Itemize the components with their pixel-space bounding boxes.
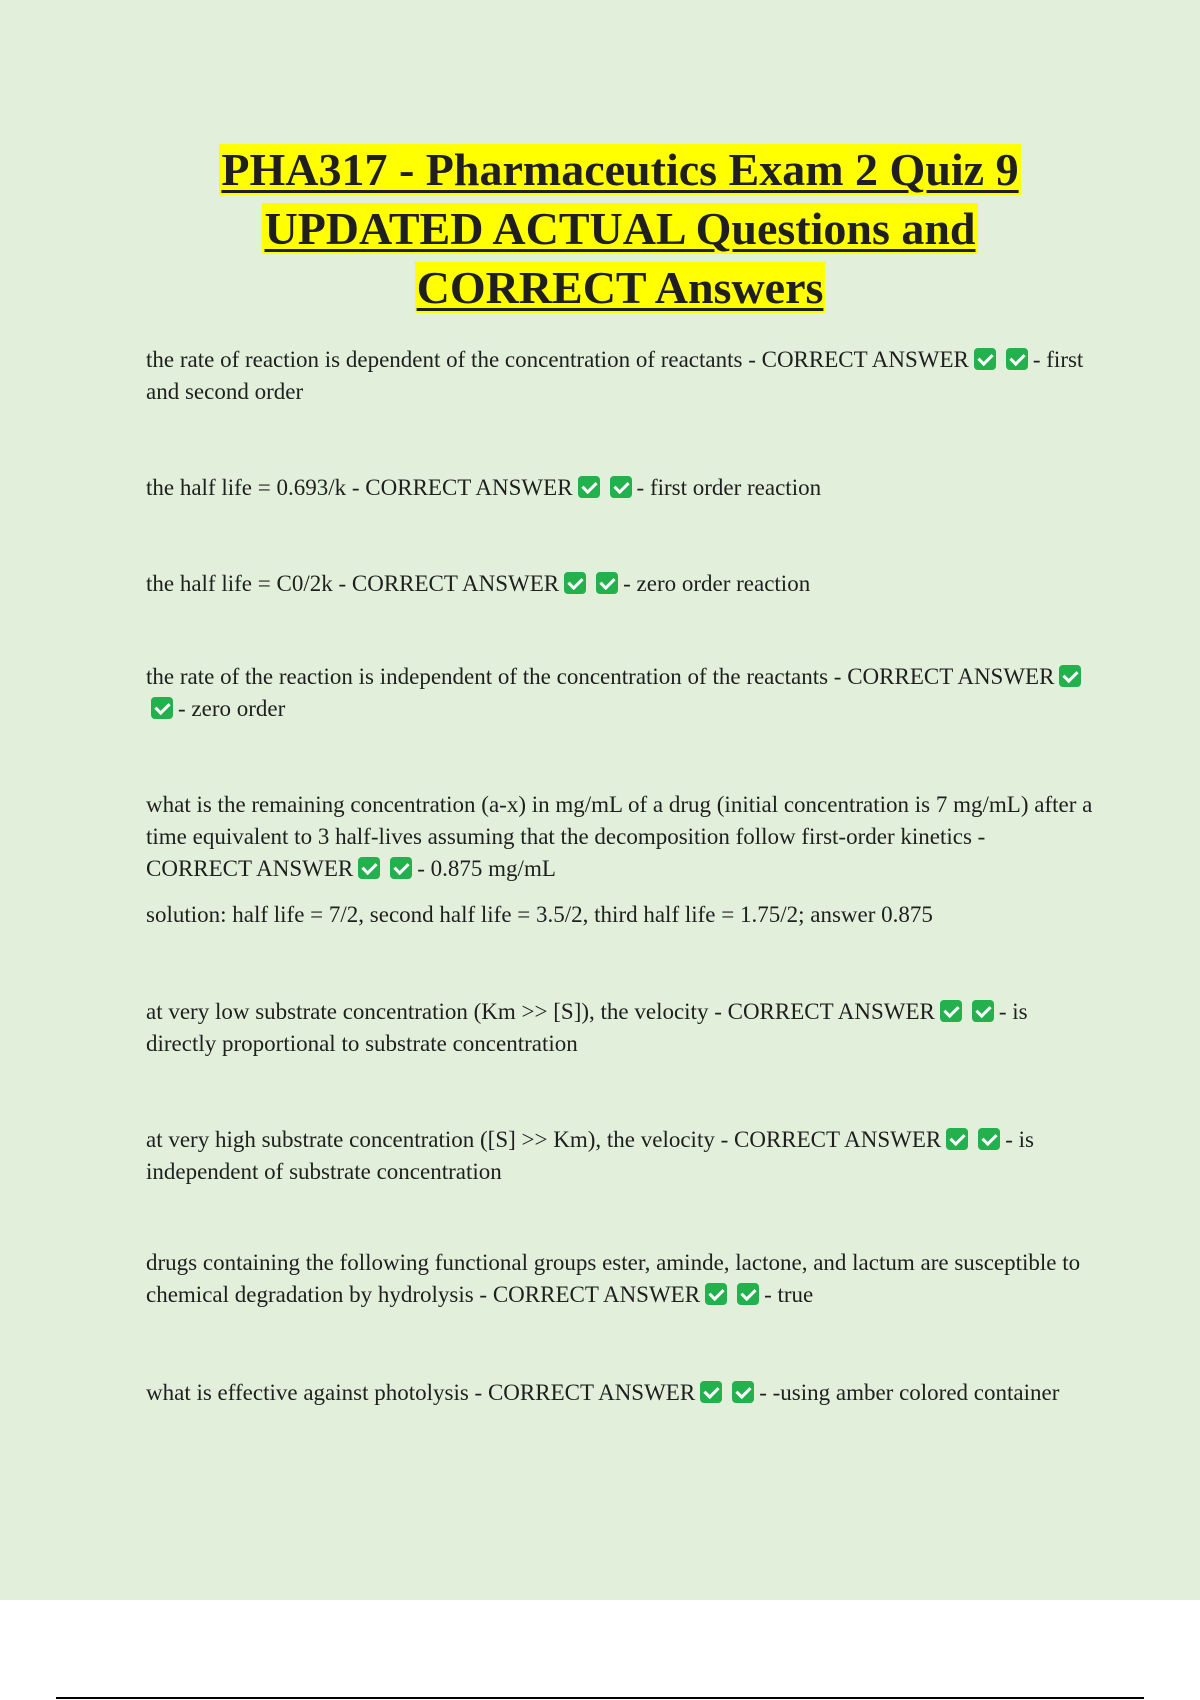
title-line-1: PHA317 - Pharmaceutics Exam 2 Quiz 9 — [221, 144, 1019, 195]
checkmark-icon — [596, 572, 618, 594]
document-title — [120, 140, 1120, 317]
qa-item-4 — [146, 661, 1096, 725]
answer-text: - 0.875 mg/mL — [417, 856, 556, 881]
qa-item-5 — [146, 789, 1096, 885]
correct-answer-label: CORRECT ANSWER — [146, 856, 354, 881]
qa-item-8 — [146, 1247, 1096, 1311]
correct-answer-label: CORRECT ANSWER — [727, 999, 935, 1024]
qa-item-2 — [146, 472, 1096, 504]
correct-answer-label: CORRECT ANSWER — [351, 571, 560, 596]
checkmark-icon — [578, 476, 600, 498]
answer-text: - first and second order — [146, 347, 1084, 404]
checkmark-icon — [700, 1381, 722, 1403]
question-text: the half life = 0.693/k - — [146, 475, 366, 500]
qa-item-9 — [146, 1377, 1096, 1409]
checkmark-icon — [390, 857, 412, 879]
title-line-2: UPDATED ACTUAL Questions and — [264, 203, 976, 254]
checkmark-icon — [974, 348, 996, 370]
checkmark-icon — [732, 1381, 754, 1403]
checkmark-icon — [946, 1128, 968, 1150]
qa-item-1 — [146, 344, 1096, 408]
checkmark-icon — [358, 857, 380, 879]
correct-answer-label: CORRECT ANSWER — [847, 664, 1055, 689]
checkmark-icon — [737, 1283, 759, 1305]
footer-divider — [56, 1697, 1144, 1699]
answer-text: - zero order — [178, 696, 286, 721]
answer-text: - is independent of substrate concentration — [146, 1127, 1034, 1184]
answer-text: - zero order reaction — [623, 571, 811, 596]
checkmark-icon — [978, 1128, 1000, 1150]
checkmark-icon — [610, 476, 632, 498]
answer-text: - true — [764, 1282, 814, 1307]
question-text: drugs containing the following functional groups ester, aminde, lactone, and lactum are susceptible to chemical degradation by hydrolysis - — [146, 1250, 1081, 1307]
correct-answer-label: CORRECT ANSWER — [492, 1282, 701, 1307]
title-line-3: CORRECT Answers — [416, 262, 824, 313]
question-text: the rate of the reaction is independent of the concentration of the reactants - — [146, 664, 848, 689]
question-text: what is effective against photolysis - — [146, 1380, 488, 1405]
answer-text: - -using amber colored container — [759, 1380, 1060, 1405]
qa-item-7 — [146, 1124, 1096, 1188]
correct-answer-label: CORRECT ANSWER — [734, 1127, 942, 1152]
checkmark-icon — [564, 572, 586, 594]
question-text: what is the remaining concentration (a-x) in mg/mL of a drug (initial concentration is 7 mg/mL) after a time equivalent to 3 half-lives assuming that the decomposition follow first-order kinetics - — [146, 792, 1093, 849]
checkmark-icon — [1059, 665, 1081, 687]
checkmark-icon — [940, 1000, 962, 1022]
question-text: the half life = C0/2k - — [146, 571, 352, 596]
checkmark-icon — [705, 1283, 727, 1305]
correct-answer-label: CORRECT ANSWER — [761, 347, 969, 372]
correct-answer-label: CORRECT ANSWER — [365, 475, 573, 500]
checkmark-icon — [151, 697, 173, 719]
checkmark-icon — [1006, 348, 1028, 370]
qa-item-6 — [146, 996, 1096, 1060]
question-text: the rate of reaction is dependent of the concentration of reactants - — [146, 347, 762, 372]
correct-answer-label: CORRECT ANSWER — [487, 1380, 696, 1405]
question-text: at very high substrate concentration ([S] >> Km), the velocity - — [146, 1127, 734, 1152]
answer-text: - is directly proportional to substrate concentration — [146, 999, 1028, 1056]
qa-item-3 — [146, 568, 1096, 600]
solution-note: solution: half life = 7/2, second half life = 3.5/2, third half life = 1.75/2; answer 0.875 — [146, 902, 933, 927]
checkmark-icon — [972, 1000, 994, 1022]
answer-text: - first order reaction — [636, 475, 822, 500]
question-text: at very low substrate concentration (Km >> [S]), the velocity - — [146, 999, 728, 1024]
